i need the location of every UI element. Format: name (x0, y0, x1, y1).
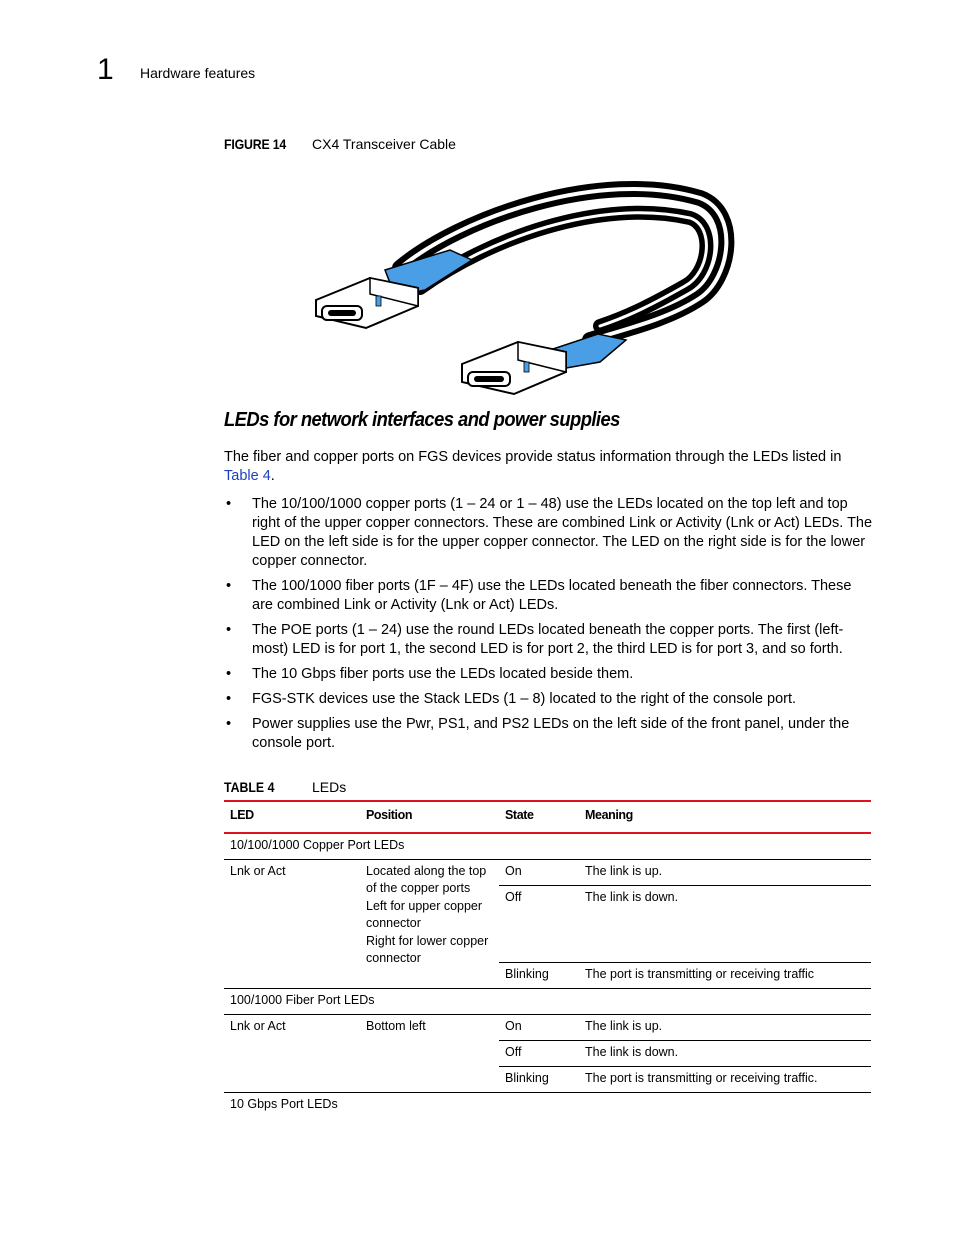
state-cell: Blinking (499, 963, 579, 989)
bullet-item: • The POE ports (1 – 24) use the round LEDs located beneath the copper ports. The first (left-most) LED is for port 1, the second LED is for port 2, the third LED is for port 3, and so forth. (224, 621, 874, 659)
bullet-item: • The 10/100/1000 copper ports (1 – 24 or 1 – 48) use the LEDs located on the top left and top right of the upper copper connectors. These are combined Link or Activity (Lnk or Act) LEDs. The LED on the left side is for the upper copper connector. The LED on the right side is for the lower copper connector. (224, 495, 874, 571)
group-title: 100/1000 Fiber Port LEDs (224, 989, 871, 1015)
table-group-row (224, 833, 871, 860)
position-line: Located along the top of the copper ports (366, 864, 487, 895)
section-heading: LEDs for network interfaces and power supplies (224, 409, 620, 431)
figure-label: FIGURE 14 (224, 136, 287, 152)
table-row (224, 1015, 871, 1041)
column-header-led: LED (224, 801, 360, 833)
meaning-cell: The link is up. (579, 1015, 871, 1041)
group-title: 10/100/1000 Copper Port LEDs (224, 833, 871, 860)
table-row (224, 860, 871, 886)
intro-paragraph (224, 448, 864, 486)
led-cell: Lnk or Act (224, 1015, 360, 1093)
position-cell (360, 860, 499, 989)
meaning-cell: The link is down. (579, 886, 871, 963)
column-header-meaning: Meaning (579, 801, 871, 833)
state-cell: On (499, 860, 579, 886)
state-cell: Off (499, 1041, 579, 1067)
bullet-item: • The 10 Gbps fiber ports use the LEDs located beside them. (224, 665, 874, 684)
intro-end: . (270, 468, 275, 484)
intro-text: The fiber and copper ports on FGS devices provide status information through the LEDs listed in (224, 449, 842, 465)
right-connector (462, 342, 566, 394)
bullet-item: • The 100/1000 fiber ports (1F – 4F) use the LEDs located beneath the fiber connectors. These are combined Link or Activity (Lnk or Act) LEDs. (224, 577, 874, 615)
bullet-item: • Power supplies use the Pwr, PS1, and PS2 LEDs on the left side of the front panel, under the console port. (224, 715, 874, 753)
table-group-row (224, 1093, 871, 1119)
group-title: 10 Gbps Port LEDs (230, 1097, 338, 1111)
leds-table (224, 800, 871, 1118)
table-label: TABLE 4 (224, 779, 275, 795)
table-group-row (224, 989, 871, 1015)
position-line: Left for upper copper connector (366, 899, 483, 930)
bullet-list (224, 495, 874, 759)
column-header-state: State (499, 801, 579, 833)
chapter-number: 1 (97, 53, 114, 86)
meaning-cell: The port is transmitting or receiving traffic (579, 963, 871, 989)
meaning-cell: The port is transmitting or receiving traffic. (579, 1067, 871, 1093)
position-line: Right for lower copper connector (366, 934, 489, 965)
state-cell: Blinking (499, 1067, 579, 1093)
table-header-row (224, 801, 871, 833)
bullet-item: • FGS-STK devices use the Stack LEDs (1 – 8) located to the right of the console port. (224, 690, 874, 709)
state-cell: Off (499, 886, 579, 963)
left-connector (316, 278, 418, 328)
table-4-link[interactable]: Table 4 (224, 468, 271, 484)
meaning-cell: The link is up. (579, 860, 871, 886)
led-cell: Lnk or Act (224, 860, 360, 989)
table-title: LEDs (312, 779, 347, 795)
running-head: Hardware features (140, 65, 256, 81)
figure-title: CX4 Transceiver Cable (312, 136, 456, 152)
column-header-position: Position (360, 801, 499, 833)
position-cell: Bottom left (360, 1015, 499, 1093)
cx4-cable-illustration (300, 178, 740, 400)
state-cell: On (499, 1015, 579, 1041)
meaning-cell: The link is down. (579, 1041, 871, 1067)
